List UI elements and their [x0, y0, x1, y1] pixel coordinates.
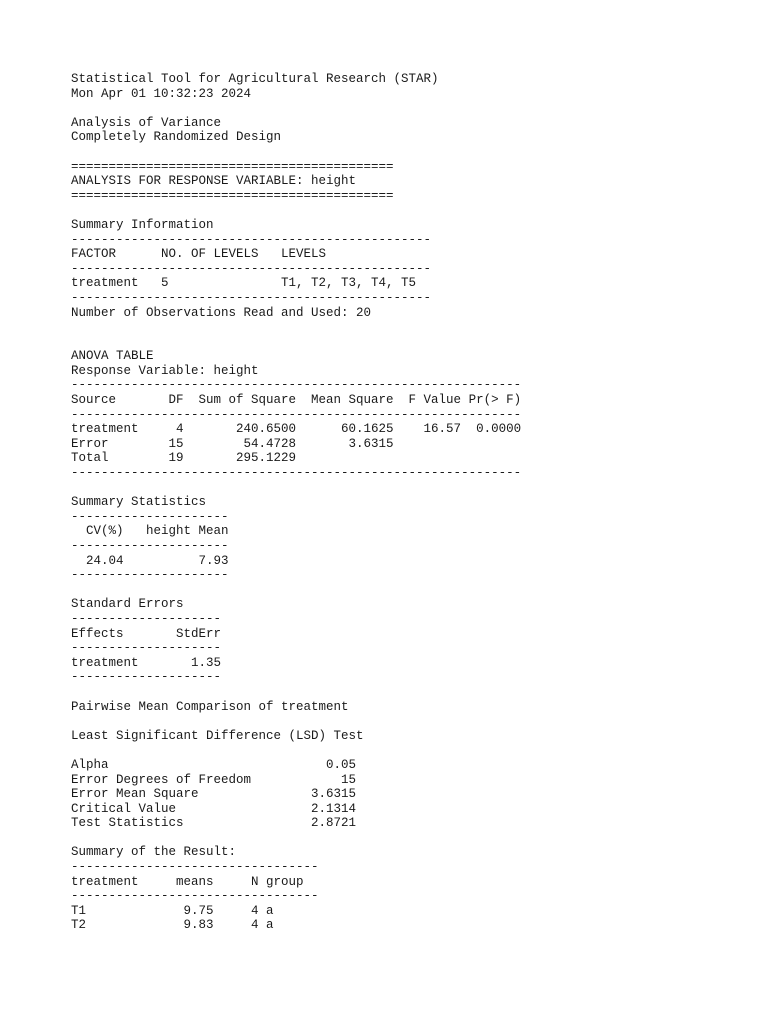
output-line: Error 15 54.4728 3.6315	[71, 436, 394, 451]
blank-line	[71, 685, 521, 700]
blank-line	[71, 831, 521, 846]
blank-line	[71, 101, 521, 116]
divider-line: ------------------------------------------------------------	[71, 378, 522, 393]
blank-line	[71, 714, 521, 729]
output-line: Analysis of Variance	[71, 115, 222, 130]
output-line: treatment 4 240.6500 60.1625 16.57 0.0000	[71, 422, 522, 437]
output-line: Error Mean Square 3.6315	[71, 787, 357, 802]
output-line: ANOVA TABLE	[71, 349, 154, 364]
output-line: Error Degrees of Freedom 15	[71, 772, 357, 787]
blank-line	[71, 481, 521, 496]
output-line: Response Variable: height	[71, 363, 259, 378]
output-line: Number of Observations Read and Used: 20	[71, 305, 372, 320]
output-line: Test Statistics 2.8721	[71, 816, 357, 831]
divider-line: ===========================================	[71, 159, 394, 174]
divider-line: ---------------------	[71, 568, 229, 583]
output-line: Mon Apr 01 10:32:23 2024	[71, 86, 252, 101]
output-line: Statistical Tool for Agricultural Research (STAR)	[71, 72, 439, 86]
output-line: FACTOR NO. OF LEVELS LEVELS	[71, 247, 327, 262]
blank-line	[71, 320, 521, 335]
blank-line	[71, 335, 521, 350]
output-line: Summary Information	[71, 217, 214, 232]
output-line: Summary of the Result:	[71, 845, 237, 860]
blank-line	[71, 203, 521, 218]
divider-line: ---------------------	[71, 509, 229, 524]
divider-line: --------------------	[71, 670, 222, 685]
divider-line: ---------------------	[71, 539, 229, 553]
output-line: T2 9.83 4 a	[71, 918, 274, 933]
output-line: ANALYSIS FOR RESPONSE VARIABLE: height	[71, 174, 357, 189]
divider-line: ===========================================	[71, 188, 394, 203]
divider-line: ------------------------------------------------------------	[71, 466, 522, 481]
divider-line: ---------------------------------	[71, 889, 319, 904]
divider-line: --------------------	[71, 641, 222, 656]
output-line: Pairwise Mean Comparison of treatment	[71, 699, 349, 714]
blank-line	[71, 583, 521, 598]
divider-line: ------------------------------------------------	[71, 290, 432, 305]
output-line: T1 9.75 4 a	[71, 903, 274, 918]
output-line: Alpha 0.05	[71, 757, 357, 772]
output-line: Critical Value 2.1314	[71, 801, 357, 816]
statistical-output-text	[71, 72, 521, 933]
output-line: treatment means N group	[71, 874, 304, 889]
divider-line: ------------------------------------------------------------	[71, 407, 522, 422]
output-line: Total 19 295.1229	[71, 451, 297, 466]
output-line: Completely Randomized Design	[71, 130, 282, 145]
output-line: Standard Errors	[71, 597, 184, 612]
divider-line: --------------------	[71, 611, 222, 626]
output-line: 24.04 7.93	[71, 553, 229, 568]
divider-line: ---------------------------------	[71, 860, 319, 875]
blank-line	[71, 145, 521, 160]
divider-line: ------------------------------------------------	[71, 232, 432, 247]
output-line: treatment 1.35	[71, 655, 222, 670]
divider-line: ------------------------------------------------	[71, 261, 432, 276]
output-line: Effects StdErr	[71, 626, 222, 641]
output-line: CV(%) height Mean	[71, 524, 229, 539]
output-line: Source DF Sum of Square Mean Square F Value Pr(> F)	[71, 393, 522, 408]
blank-line	[71, 743, 521, 758]
output-line: treatment 5 T1, T2, T3, T4, T5	[71, 276, 417, 291]
output-line: Summary Statistics	[71, 495, 207, 510]
output-line: Least Significant Difference (LSD) Test	[71, 728, 364, 743]
